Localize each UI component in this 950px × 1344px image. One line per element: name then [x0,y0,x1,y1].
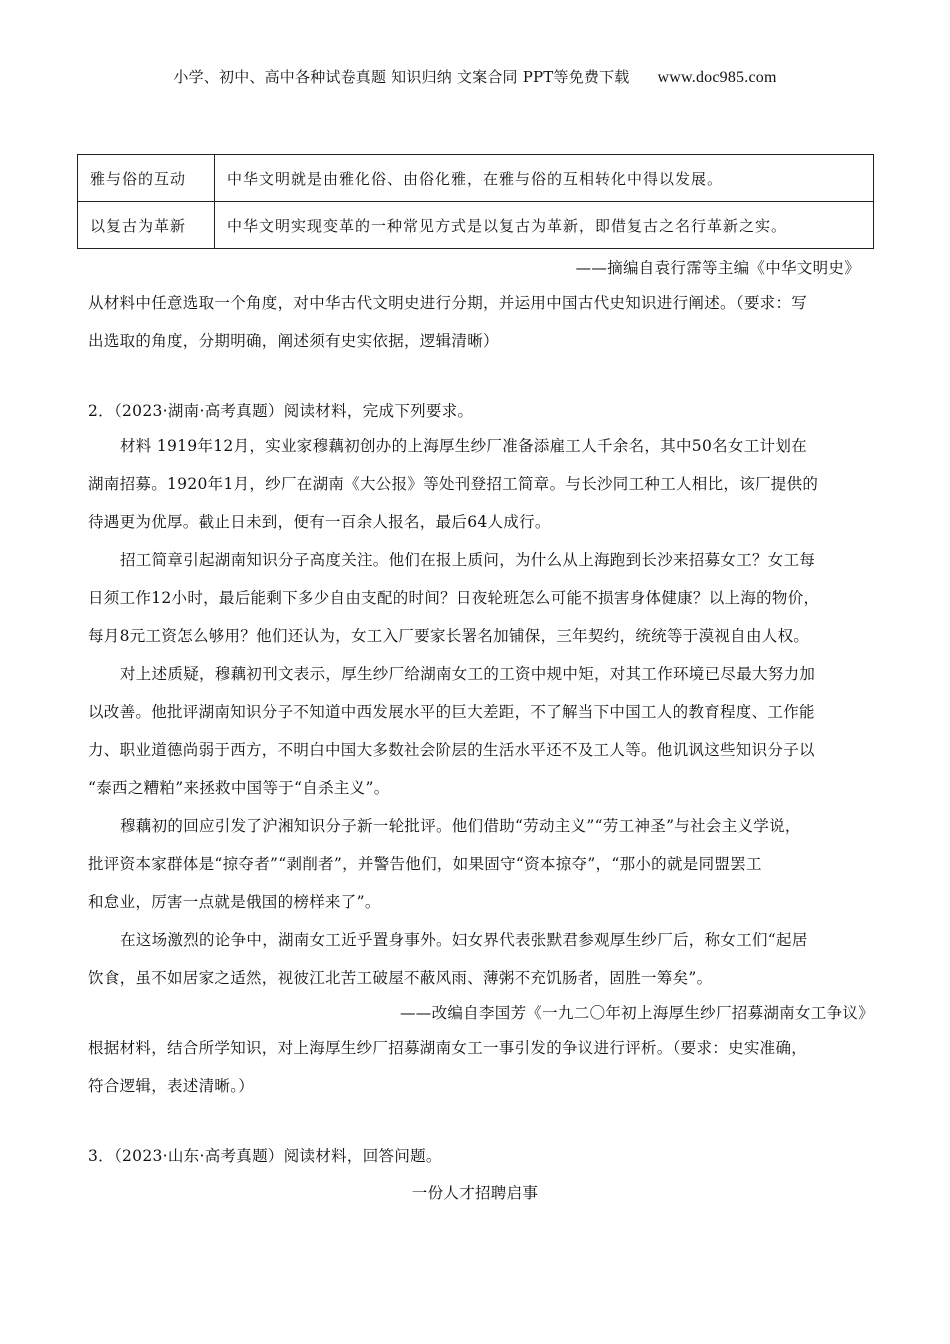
table-cell-value: 中华文明实现变革的一种常见方式是以复古为革新，即借复古之名行革新之实。 [215,202,874,249]
q1-requirement-line: 出选取的角度，分期明确，阐述须有史实依据，逻辑清晰） [88,332,499,350]
q2-paragraph-line: 对上述质疑，穆藕初刊文表示，厚生纱厂给湖南女工的工资中规中矩，对其工作环境已尽最大努力加 [120,665,816,683]
material-table [77,154,874,249]
q2-paragraph-line: 招工简章引起湖南知识分子高度关注。他们在报上质问，为什么从上海跑到长沙来招募女工？女工每 [120,551,816,569]
q2-paragraph-line: 在这场激烈的论争中，湖南女工近乎置身事外。妇女界代表张默君参观厚生纱厂后，称女工们“起居 [120,931,808,949]
q3-title: 3．（2023·山东·高考真题）阅读材料，回答问题。 [88,1147,442,1165]
header-site-link[interactable]: www.doc985.com [657,69,777,86]
q2-paragraph-line: 饮食，虽不如居家之适然，视彼江北苦工破屋不蔽风雨、薄粥不充饥肠者，固胜一筹矣”。 [88,969,713,987]
q1-requirement-line: 从材料中任意选取一个角度，对中华古代文明史进行分期，并运用中国古代史知识进行阐述。（要求：写 [88,294,808,312]
q2-paragraph-line: 批评资本家群体是“掠夺者”“剥削者”，并警告他们，如果固守“资本掠夺”，“那小的就是同盟罢工 [88,855,762,873]
q2-paragraph-line: 材料 1919年12月，实业家穆藕初创办的上海厚生纱厂准备添雇工人千余名，其中50名女工计划在 [120,437,807,455]
q2-paragraph-line: 和怠业，厉害一点就是俄国的榜样来了”。 [88,893,381,911]
q2-paragraph-line: 穆藕初的回应引发了沪湘知识分子新一轮批评。他们借助“劳动主义”“劳工神圣”与社会主义学说， [120,817,801,835]
q2-paragraph-line: 日须工作12小时，最后能剩下多少自由支配的时间？日夜轮班怎么可能不损害身体健康？以上海的物价， [88,589,820,607]
q3-subtitle: 一份人才招聘启事 [411,1184,539,1202]
q2-source: ——改编自李国芳《一九二〇年初上海厚生纱厂招募湖南女工争议》 [399,1004,874,1022]
q2-paragraph-line: 湖南招募。1920年1月，纱厂在湖南《大公报》等处刊登招工简章。与长沙同工种工人相比，该厂提供的 [88,475,819,493]
table-row [78,155,874,202]
q2-requirement-line: 符合逻辑，表述清晰。） [88,1077,255,1095]
table-cell-key: 以复古为革新 [78,202,215,249]
q2-paragraph-line: “泰西之糟粕”来拯救中国等于“自杀主义”。 [88,779,390,797]
q2-paragraph-line: 以改善。他批评湖南知识分子不知道中西发展水平的巨大差距，不了解当下中国工人的教育程度、工作能 [88,703,815,721]
page-header [0,66,950,87]
q2-paragraph-line: 每月8元工资怎么够用？他们还认为，女工入厂要家长署名加铺保，三年契约，统统等于漠视自由人权。 [88,627,810,645]
q2-paragraph-line: 待遇更为优厚。截止日未到，便有一百余人报名，最后64人成行。 [88,513,551,531]
header-text: 小学、初中、高中各种试卷真题 知识归纳 文案合同 PPT等免费下载 [173,68,630,86]
q2-requirement-line: 根据材料，结合所学知识，对上海厚生纱厂招募湖南女工一事引发的争议进行评析。（要求：史实准确， [88,1039,808,1057]
q1-source: ——摘编自袁行霈等主编《中华文明史》 [575,259,860,277]
table-cell-key: 雅与俗的互动 [78,155,215,202]
q2-paragraph-line: 力、职业道德尚弱于西方，不明白中国大多数社会阶层的生活水平还不及工人等。他讥讽这些知识分子以 [88,741,815,759]
q2-title: 2．（2023·湖南·高考真题）阅读材料，完成下列要求。 [88,402,474,420]
table-cell-value: 中华文明就是由雅化俗、由俗化雅，在雅与俗的互相转化中得以发展。 [215,155,874,202]
table-row [78,202,874,249]
